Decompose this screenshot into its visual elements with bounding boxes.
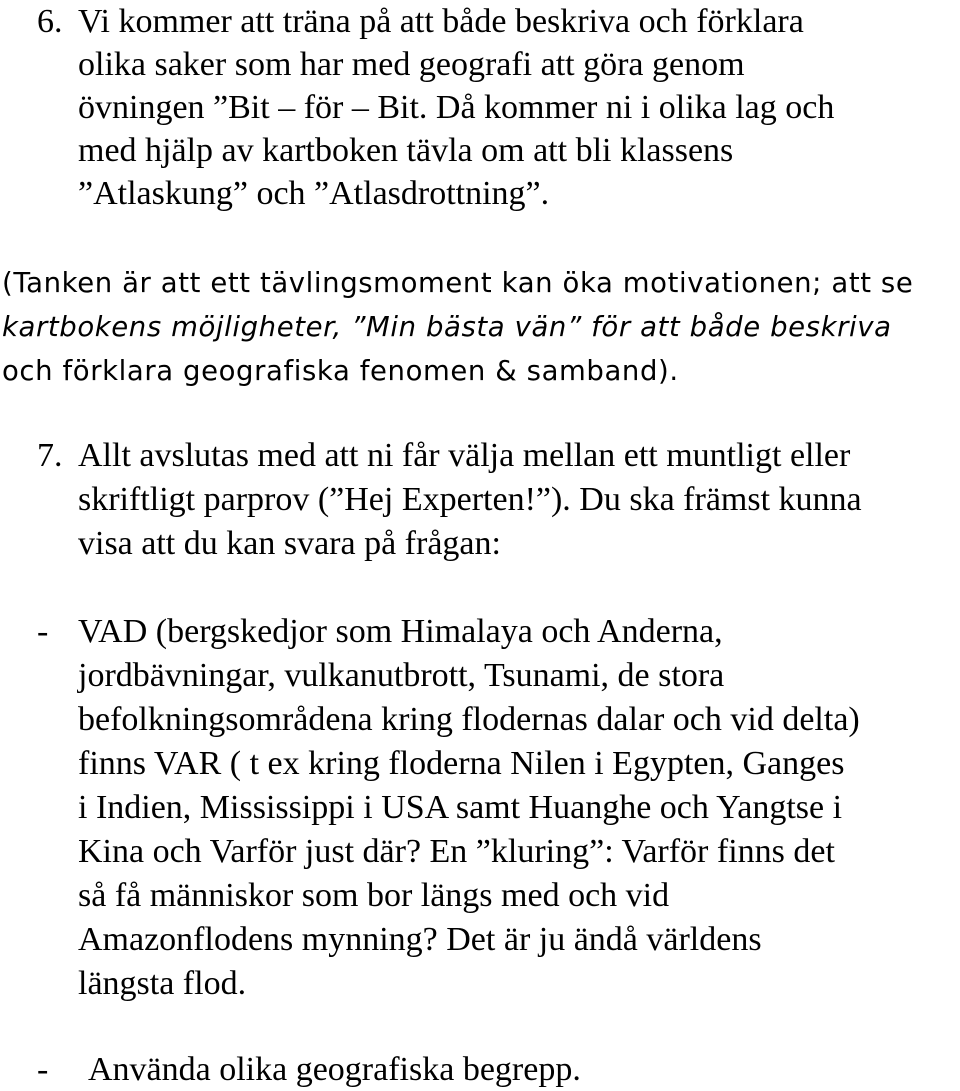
bullet-marker: - [37,613,49,650]
bullet-line: VAD (bergskedjor som Himalaya och Anderna, [78,613,723,650]
bullet-line: Amazonflodens mynning? Det är ju ändå världens [78,921,762,958]
item-6-line: olika saker som har med geografi att göra genom [78,46,745,83]
bullet-line: befolkningsområdena kring flodernas dalar och vid delta) [78,701,860,738]
bullet-line: Använda olika geografiska begrepp. [88,1051,581,1088]
item-7-line: skriftligt parprov (”Hej Experten!”). Du ska främst kunna [78,481,862,518]
item-6-line: Vi kommer att träna på att både beskriva och förklara [78,3,804,40]
item-7-line: visa att du kan svara på frågan: [78,525,501,562]
bullet-marker: - [37,1051,49,1088]
item-7-number: 7. [37,437,63,474]
bullet-line: så få människor som bor längs med och vid [78,877,670,914]
item-6-line: ”Atlaskung” och ”Atlasdrottning”. [78,175,550,212]
bullet-line: längsta flod. [78,965,247,1002]
bullet-line: Kina och Varför just där? En ”kluring”: Varför finns det [78,833,835,870]
bullet-line: jordbävningar, vulkanutbrott, Tsunami, de stora [78,657,725,694]
item-6-line: övningen ”Bit – för – Bit. Då kommer ni i olika lag och [78,89,835,126]
item-7-line: Allt avslutas med att ni får välja mellan ett muntligt eller [78,437,851,474]
bullet-line: i Indien, Mississippi i USA samt Huanghe och Yangtse i [78,789,843,826]
note-line: och förklara geografiska fenomen & samband). [2,355,679,387]
note-line-italic: kartbokens möjligheter, ”Min bästa vän” för att både beskriva [2,311,892,343]
bullet-line: finns VAR ( t ex kring floderna Nilen i Egypten, Ganges [78,745,845,782]
note-line: (Tanken är att ett tävlingsmoment kan öka motivationen; att se [2,267,914,299]
item-6-line: med hjälp av kartboken tävla om att bli klassens [78,132,734,169]
item-6-number: 6. [37,3,63,40]
